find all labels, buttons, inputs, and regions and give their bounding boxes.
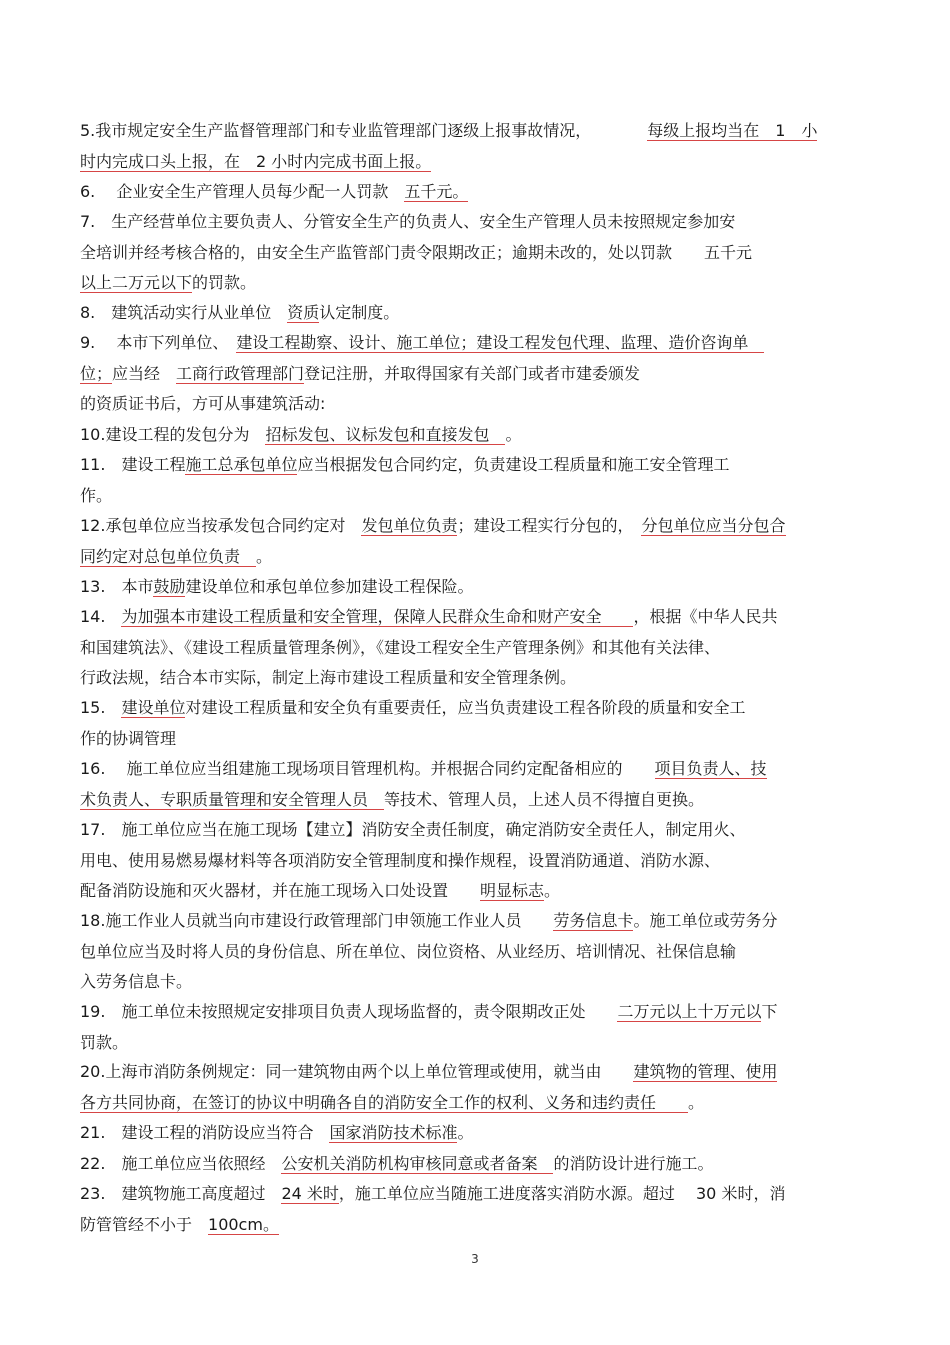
answer-text: 每级上报均当在 1 小 [647,121,818,140]
question-19 [80,997,872,1058]
answer-text: 100cm。 [208,1214,279,1234]
text-line [80,268,872,299]
question-23 [80,1179,872,1240]
text-line [80,116,872,147]
question-13 [80,572,872,603]
question-text: 认定制度。 [319,303,400,322]
answer-text: 为加强本市建设工程质量和安全管理，保障人民群众生命和财产安全 [121,607,634,626]
text-line [80,1210,872,1241]
question-text: 的消防设计进行施工。 [553,1154,714,1173]
text-line [80,420,872,451]
question-text: 建设单位和承包单位参加建设工程保险。 [185,577,474,596]
text-line [80,1179,872,1210]
text-line [80,511,872,542]
question-21 [80,1118,872,1149]
answer-text: 五千元。 [404,182,469,201]
text-line [80,846,872,877]
text-line [80,1118,872,1149]
question-text: 5.我市规定安全生产监督管理部门和专业监管理部门逐级上报事故情况， [80,121,648,140]
text-line [80,328,872,359]
question-text: 17. 施工单位应当在施工现场【建立】消防安全责任制度，确定消防安全责任人，制定用火、 [80,820,746,839]
question-text: 防管管经不小于 [80,1214,209,1234]
answer-text: 24 米时 [281,1184,339,1203]
text-line [80,1057,872,1088]
question-text: 包单位应当及时将人员的身份信息、所在单位、岗位资格、从业经历、培训情况、社保信息输 [80,941,737,961]
text-line [80,876,872,907]
question-text: 14. [80,607,122,626]
question-text: 。 [505,425,522,444]
answer-text: 施工总承包单位 [185,455,298,474]
question-text: 20.上海市消防条例规定：同一建筑物由两个以上单位管理或使用，就当由 [80,1062,634,1081]
question-text: 8. 建筑活动实行从业单位 [80,303,288,322]
answer-text: 同约定对总包单位负责 [80,546,257,566]
text-line [80,481,872,512]
question-11 [80,450,872,511]
text-line [80,967,872,998]
question-text: 等技术、管理人员，上述人员不得擅自更换。 [384,789,705,809]
text-line [80,1028,872,1059]
question-text: 13. 本市 [80,577,154,596]
text-line [80,177,872,208]
answer-text: 鼓励 [153,577,186,596]
text-line [80,450,872,481]
answer-text: 建筑物的管理、使用 [633,1062,778,1081]
question-6 [80,177,872,208]
question-text: 19. 施工单位未按照规定安排项目负责人现场监督的，责令限期改正处 [80,1002,618,1021]
text-line [80,572,872,603]
answer-text: 以上二万元以下 [80,273,193,292]
text-line [80,359,872,390]
question-18 [80,906,872,998]
text-line [80,1149,872,1180]
text-line [80,785,872,816]
answer-text: 工商行政管理部门 [176,363,305,383]
question-text: 用电、使用易燃易爆材料等各项消防安全管理制度和操作规程，设置消防通道、消防水源、 [80,850,721,870]
question-text: ，根据《中华人民共 [633,607,778,626]
question-text: 下 [761,1002,778,1021]
text-line [80,147,872,178]
text-line [80,663,872,694]
answer-text: 明显标志 [480,881,545,900]
text-line [80,754,872,785]
question-text: 行政法规，结合本市实际，制定上海市建设工程质量和安全管理条例。 [80,668,577,687]
question-text: 罚款。 [80,1032,129,1052]
question-text: 应当经 [112,363,177,383]
text-line [80,207,872,238]
question-8 [80,298,872,329]
question-14 [80,602,872,694]
answer-text: 时内完成口头上报，在 2 小时内完成书面上报。 [80,151,432,171]
question-text: 6. 企业安全生产管理人员每少配一人罚款 [80,182,405,201]
question-20 [80,1057,872,1118]
question-text: 全培训并经考核合格的，由安全生产监管部门责令限期改正；逾期未改的，处以罚款 五千元 [80,242,753,262]
question-text: 10.建设工程的发包分为 [80,425,266,444]
answer-text: 项目负责人、技 [654,759,767,778]
text-line [80,937,872,968]
question-text: 15. [80,698,122,717]
question-text: 22. 施工单位应当依照经 [80,1154,282,1173]
question-text: 作的协调管理 [80,728,177,748]
text-line [80,602,872,633]
question-text: 。 [544,881,561,900]
text-line [80,815,872,846]
question-text: 16. 施工单位应当组建施工现场项目管理机构。并根据合同约定配备相应的 [80,759,655,778]
question-7 [80,207,872,299]
question-text: ；建设工程实行分包的， [457,516,642,535]
question-text: 作。 [80,485,113,505]
text-line [80,693,872,724]
question-text: 12.承包单位应当按承发包合同约定对 [80,516,362,535]
question-text: 对建设工程质量和安全负有重要责任，应当负责建设工程各阶段的质量和安全工 [185,698,746,717]
answer-text: 公安机关消防机构审核同意或者备案 [281,1154,554,1173]
question-text: 应当根据发包合同约定，负责建设工程质量和施工安全管理工 [297,455,730,474]
text-line [80,633,872,664]
answer-text: 建设工程勘察、设计、施工单位；建设工程发包代理、监理、造价咨询单 [236,333,765,352]
question-text: 11. 建设工程 [80,455,186,474]
question-10 [80,420,872,451]
text-line [80,298,872,329]
question-text: 7. 生产经营单位主要负责人、分管安全生产的负责人、安全生产管理人员未按照规定参加安 [80,212,736,231]
answer-text: 劳务信息卡 [553,911,634,930]
answer-text: 二万元以上十万元以 [617,1002,762,1021]
answer-text: 资质 [287,303,320,322]
question-text: ，施工单位应当随施工进度落实消防水源。超过 30 米时，消 [338,1184,786,1203]
question-17 [80,815,872,907]
answer-text: 各方共同协商，在签订的协议中明确各自的消防安全工作的权利、义务和违约责任 [80,1092,689,1112]
question-text: 的资质证书后，方可从事建筑活动: [80,394,326,413]
question-9 [80,328,872,420]
question-text: 9. 本市下列单位、 [80,333,237,352]
question-text: 和国建筑法》、《建设工程质量管理条例》，《建设工程安全生产管理条例》和其他有关法律、 [80,637,721,657]
question-text: 入劳务信息卡。 [80,972,193,991]
question-text: 登记注册，并取得国家有关部门或者市建委颁发 [304,363,641,383]
question-12 [80,511,872,572]
question-text: 。 [256,546,273,566]
text-line [80,1088,872,1119]
question-text: 配备消防设施和灭火器材，并在施工现场入口处设置 [80,881,481,900]
text-line [80,389,872,420]
question-5 [80,116,872,177]
answer-text: 分包单位应当分包合 [641,516,786,535]
question-text: 。 [688,1092,705,1112]
answer-text: 发包单位负责 [361,516,458,535]
text-line [80,906,872,937]
question-16 [80,754,872,815]
question-text: 18.施工作业人员就当向市建设行政管理部门申领施工作业人员 [80,911,554,930]
question-15 [80,693,872,754]
answer-text: 国家消防技术标准 [329,1123,458,1142]
text-line [80,542,872,573]
answer-text: 位； [80,363,113,383]
question-22 [80,1149,872,1180]
text-line [80,238,872,269]
page-number: 3 [471,1252,479,1266]
question-text: 。 [457,1123,474,1142]
question-text: 的罚款。 [192,273,257,292]
text-line [80,724,872,755]
question-text: 。施工单位或劳务分 [633,911,778,930]
answer-text: 建设单位 [121,698,186,717]
text-line [80,997,872,1028]
question-text: 23. 建筑物施工高度超过 [80,1184,282,1203]
question-text: 21. 建设工程的消防设应当符合 [80,1123,330,1142]
answer-text: 术负责人、专职质量管理和安全管理人员 [80,789,385,809]
answer-text: 招标发包、议标发包和直接发包 [265,425,506,444]
